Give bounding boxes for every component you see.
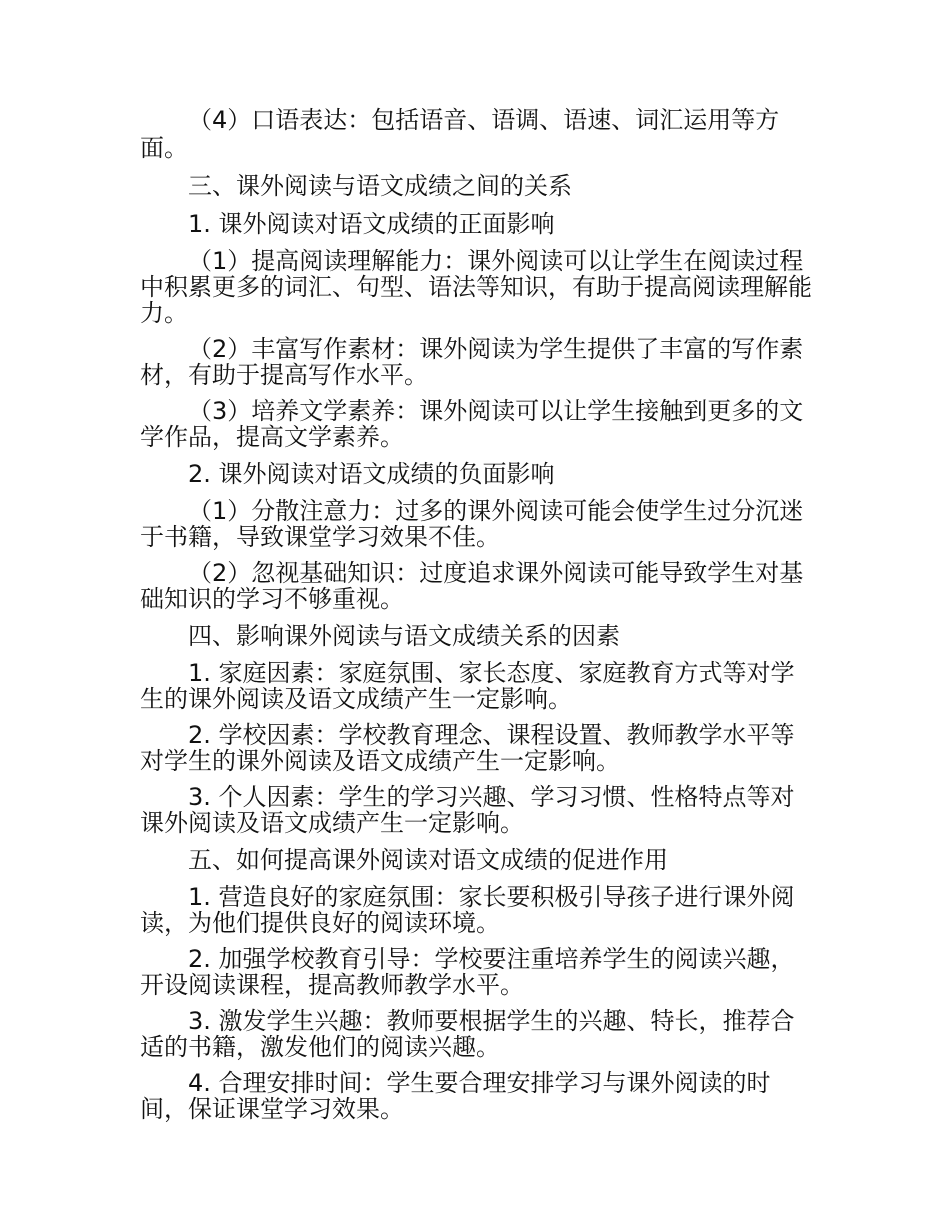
paragraph-school-factors: 2. 学校因素：学校教育理念、课程设置、教师教学水平等对学生的课外阅读及语文成绩产生一定影响。 xyxy=(140,721,795,775)
heading-section-3: 三、课外阅读与语文成绩之间的关系 xyxy=(188,172,572,200)
paragraph-reading-comprehension: （1）提高阅读理解能力：课外阅读可以让学生在阅读过程中积累更多的词汇、句型、语法等知识，有助于提高阅读理解能力。 xyxy=(140,247,812,327)
paragraph-family-atmosphere: 1. 营造良好的家庭氛围：家长要积极引导孩子进行课外阅读，为他们提供良好的阅读环境。 xyxy=(140,883,795,937)
subheading-positive-impact: 1. 课外阅读对语文成绩的正面影响 xyxy=(188,210,555,238)
heading-section-4: 四、影响课外阅读与语文成绩关系的因素 xyxy=(188,622,620,650)
heading-section-5: 五、如何提高课外阅读对语文成绩的促进作用 xyxy=(188,846,668,874)
paragraph-literary-literacy: （3）培养文学素养：课外阅读可以让学生接触到更多的文学作品，提高文学素养。 xyxy=(140,397,804,451)
paragraph-oral-expression: （4）口语表达：包括语音、语调、语速、词汇运用等方面。 xyxy=(140,106,780,162)
document-body xyxy=(140,106,812,1132)
subheading-negative-impact: 2. 课外阅读对语文成绩的负面影响 xyxy=(188,460,555,488)
paragraph-time-arrangement: 4. 合理安排时间：学生要合理安排学习与课外阅读的时间，保证课堂学习效果。 xyxy=(140,1069,771,1123)
paragraph-personal-factors: 3. 个人因素：学生的学习兴趣、学习习惯、性格特点等对课外阅读及语文成绩产生一定影响。 xyxy=(140,783,795,837)
paragraph-writing-material: （2）丰富写作素材：课外阅读为学生提供了丰富的写作素材，有助于提高写作水平。 xyxy=(140,335,804,389)
paragraph-neglect-basics: （2）忽视基础知识：过度追求课外阅读可能导致学生对基础知识的学习不够重视。 xyxy=(140,559,804,613)
paragraph-stimulate-interest: 3. 激发学生兴趣：教师要根据学生的兴趣、特长，推荐合适的书籍，激发他们的阅读兴趣。 xyxy=(140,1007,795,1061)
paragraph-school-guidance: 2. 加强学校教育引导：学校要注重培养学生的阅读兴趣，开设阅读课程，提高教师教学水平。 xyxy=(140,945,795,999)
paragraph-distraction: （1）分散注意力：过多的课外阅读可能会使学生过分沉迷于书籍，导致课堂学习效果不佳。 xyxy=(140,497,804,551)
paragraph-family-factors: 1. 家庭因素：家庭氛围、家长态度、家庭教育方式等对学生的课外阅读及语文成绩产生一定影响。 xyxy=(140,659,795,713)
